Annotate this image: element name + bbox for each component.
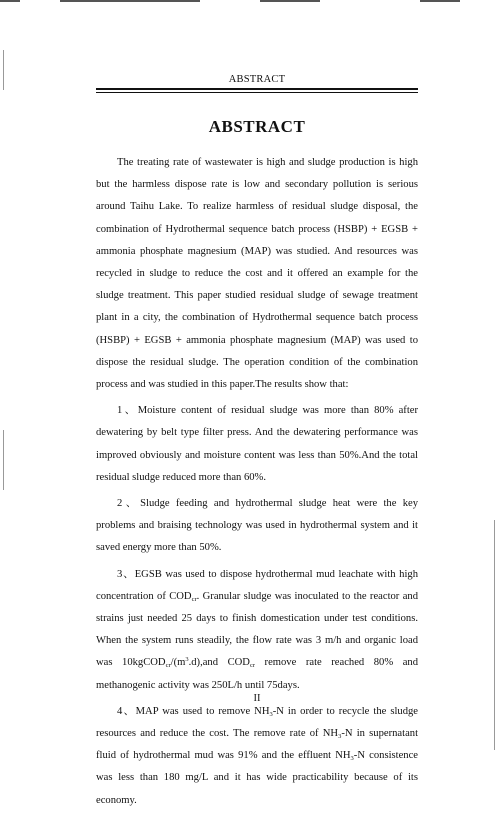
scan-margin-mark bbox=[3, 430, 4, 490]
running-header: ABSTRACT bbox=[228, 74, 286, 85]
header-rule bbox=[96, 88, 418, 90]
text-segment: -N consistence was less than 180 mg/L and it has wide practicability because of its economy. bbox=[96, 750, 418, 806]
text-segment: -N in supernatant fluid of hydrothermal mud was 91% and the effluent NH bbox=[96, 728, 419, 762]
abstract-body bbox=[96, 152, 418, 816]
subscript: 3 bbox=[338, 733, 342, 741]
subscript: cr bbox=[165, 662, 171, 670]
scan-edge-line bbox=[260, 0, 320, 2]
text-segment: /(m bbox=[170, 657, 186, 669]
subscript: 3 bbox=[350, 755, 354, 763]
scan-margin-mark bbox=[3, 50, 4, 90]
text-segment: -N in order to recycle the sludge resources and reduce the cost. The remove rate of NH bbox=[96, 705, 418, 740]
text-segment: 4、MAP was used to remove NH bbox=[117, 705, 270, 717]
scan-edge-line bbox=[0, 0, 20, 2]
intro-paragraph: The treating rate of wastewater is high and sludge production is high but the harmless dispose rate is low and secondary pollution is serious around Taihu Lake. To realize harmless of residual sludge disposal, the combination of Hydrothermal sequence batch process (HSBP) + EGSB + ammonia phosphate magnesium (MAP) was studied. And resources was recycled in sludge to reduce the cost and it offered an example for the sludge treatment. This paper studied residual sludge of sewage treatment plant in a city, the combination of Hydrothermal sequence batch process (HSBP) + EGSB + ammonia phosphate magnesium (MAP) was used to dispose the residual sludge. The operation condition of the combination process and was studied in this paper.The results show that: bbox=[96, 157, 418, 391]
scan-margin-mark bbox=[494, 520, 495, 750]
result-item-3 bbox=[96, 564, 418, 697]
result-item-4 bbox=[96, 701, 418, 812]
scan-edge-line bbox=[420, 0, 460, 2]
text-segment: . Granular sludge was inoculated to the reactor and strains just needed 25 days to finish domestication under test conditions. When the system runs steadily, the flow rate was 3 m/h and organic load was 10kgCOD bbox=[96, 590, 418, 669]
scan-edge-line bbox=[60, 0, 200, 2]
result-item-2: 2、Sludge feeding and hydrothermal sludge heat were the key problems and braising technology was used in hydrothermal system and it saved energy more than 50%. bbox=[96, 498, 418, 554]
subscript: 3 bbox=[269, 710, 273, 718]
result-item-1: 1、Moisture content of residual sludge was more than 80% after dewatering by belt type filter press. And the dewatering performance was improved obviously and moisture content was less than 50%.And the total residual sludge reduced more than 60%. bbox=[96, 405, 418, 483]
superscript: 3 bbox=[185, 656, 189, 664]
subscript: cr bbox=[249, 662, 255, 670]
text-segment: 3、EGSB was used to dispose hydrothermal mud leachate with high concentration of COD bbox=[96, 568, 418, 602]
page-number: II bbox=[253, 693, 261, 704]
header-rule-thin bbox=[96, 92, 418, 93]
text-segment: remove rate reached 80% and methanogenic activity was 250L/h until 75days. bbox=[96, 657, 418, 691]
subscript: cr bbox=[191, 595, 197, 603]
text-segment: .d),and COD bbox=[188, 657, 250, 669]
page-title: ABSTRACT bbox=[208, 117, 306, 136]
